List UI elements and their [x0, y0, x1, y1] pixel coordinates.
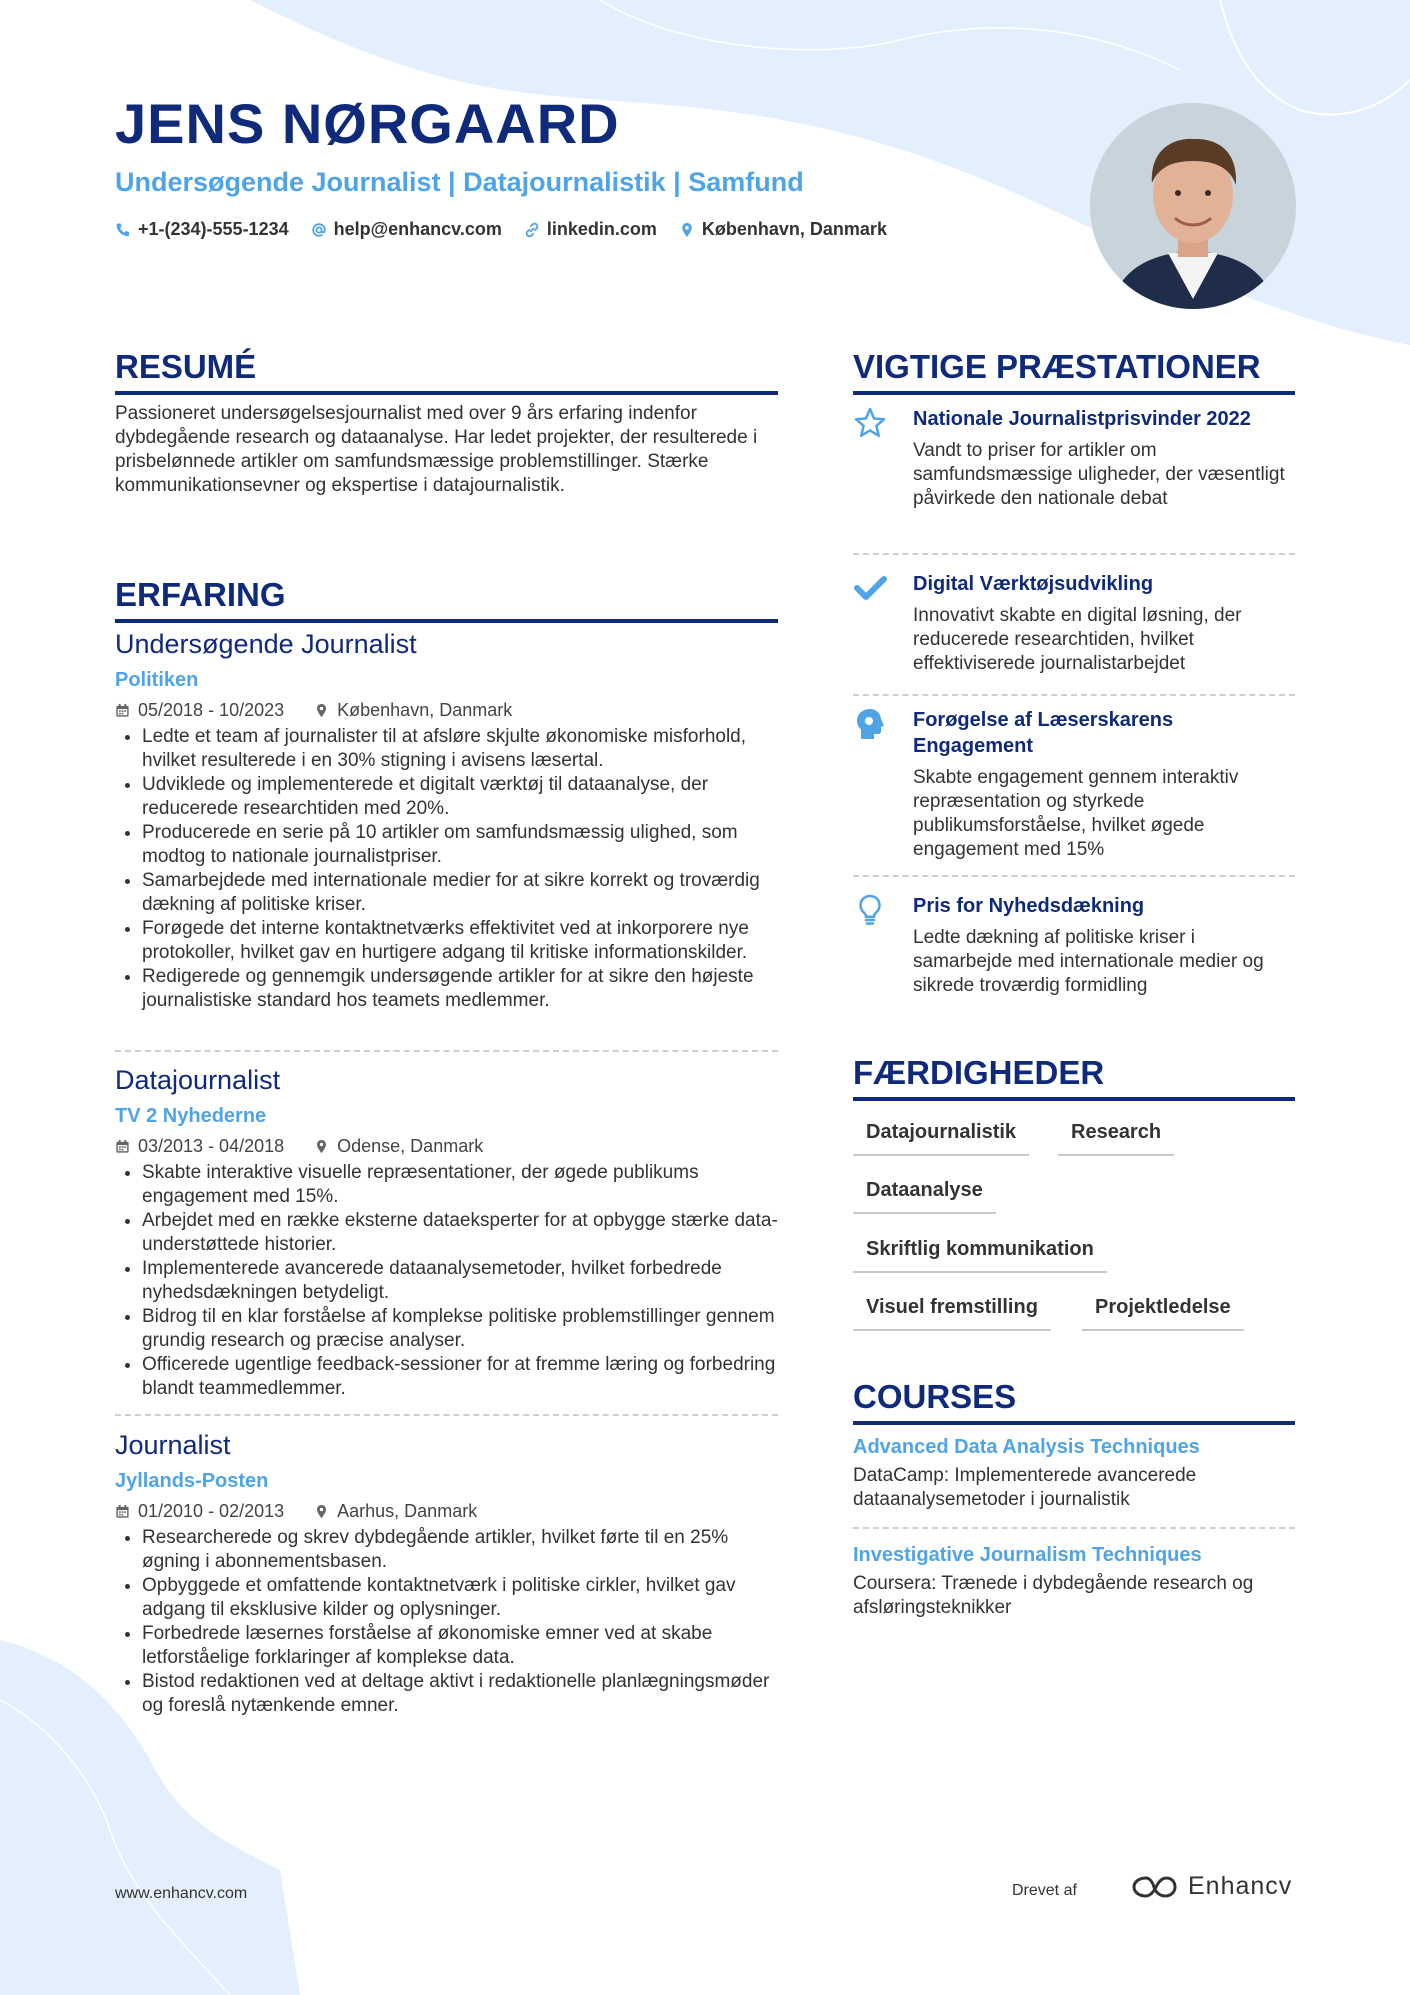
section-title-achievements: VIGTIGE PRÆSTATIONER: [853, 350, 1295, 395]
course-title: Advanced Data Analysis Techniques: [853, 1436, 1200, 1458]
job-title: Undersøgende Journalist: [115, 629, 417, 659]
map-pin-icon: [314, 1504, 329, 1519]
job-dates: [115, 699, 284, 721]
phone-text: +1-(234)-555-1234: [138, 219, 289, 239]
experience-entry: [115, 628, 778, 1013]
bullet-item: • Udviklede og implementerede et digitalt værktøj til dataanalyse, der reducerede researchtiden med 20%.: [142, 773, 778, 821]
job-title: Datajournalist: [115, 1065, 281, 1095]
enhancv-logo-text: Enhancv: [1188, 1872, 1293, 1900]
skill-tag: Research: [1058, 1120, 1174, 1156]
achievement-title: Digital Værktøjsudvikling: [913, 573, 1154, 595]
section-title-courses: COURSES: [853, 1380, 1295, 1425]
entry-divider: [853, 553, 1295, 555]
bullet-item: • Bistod redaktionen ved at deltage aktivt i redaktionelle planlægningsmøder og foreslå nytænkende emner.: [142, 1670, 778, 1718]
section-title-experience: ERFARING: [115, 578, 778, 623]
achievement-title: Nationale Journalistprisvinder 2022: [913, 408, 1251, 430]
calendar-icon: [115, 703, 130, 718]
enhancv-logo-icon: [1130, 1874, 1178, 1900]
bullet-item: • Forøgede det interne kontaktnetværks effektivitet ved at inkorporere nye protokoller, hvilket gav en hurtigere adgang til kritiske informationskilder.: [142, 917, 778, 965]
entry-divider: [853, 1527, 1295, 1529]
section-title-summary: RESUMÉ: [115, 350, 778, 395]
job-location: [314, 1500, 477, 1522]
linkedin-text: linkedin.com: [546, 219, 657, 239]
job-location-text: Aarhus, Danmark: [337, 1501, 478, 1521]
profile-photo: [1090, 103, 1296, 309]
bullet-item: • Ledte et team af journalister til at afsløre skjulte økonomiske misforhold, hvilket resulterede i en 30% stigning i avisens læsertal.: [142, 725, 778, 773]
contact-phone[interactable]: [115, 219, 289, 240]
check-icon: [853, 571, 887, 605]
achievement-item: [853, 571, 1295, 676]
bullet-item: • Producerede en serie på 10 artikler om samfundsmæssig ulighed, som modtog to nationale journalistpriser.: [142, 821, 778, 869]
bullet-item: • Opbyggede et omfattende kontaktnetværk i politiske cirkler, hvilket gav adgang til eksklusive kilder og oplysninger.: [142, 1574, 778, 1622]
job-location: [314, 1135, 483, 1157]
bullet-item: • Skabte interaktive visuelle repræsentationer, der øgede publikums engagement med 15%.: [142, 1161, 778, 1209]
footer-website-link[interactable]: www.enhancv.com: [115, 1885, 248, 1902]
contact-email[interactable]: [311, 219, 502, 240]
bullet-item: • Implementerede avancerede dataanalysemetoder, hvilket forbedrede nyhedsdækningen betydeligt.: [142, 1257, 778, 1305]
experience-entry: [115, 1429, 778, 1718]
company-name: TV 2 Nyhederne: [115, 1105, 267, 1127]
course-item: [853, 1542, 1295, 1620]
job-dates-text: 01/2010 - 02/2013: [138, 1501, 285, 1521]
skill-tag: Datajournalistik: [853, 1120, 1029, 1156]
summary-text: Passioneret undersøgelsesjournalist med over 9 års erfaring indenfor dybdegående research og dataanalyse. Har ledet projekter, der resulterede i prisbelønnede artikler om samfundsmæssige problemstillinger. Stærke kommunikationsevner og ekspertise i datajournalistik.: [115, 403, 758, 496]
job-bullets: [115, 1526, 778, 1718]
job-dates: [115, 1500, 284, 1522]
contact-row: [115, 219, 887, 240]
bullet-item: • Samarbejdede med internationale medier for at sikre korrekt og troværdig dækning af politiske kriser.: [142, 869, 778, 917]
job-dates: [115, 1135, 284, 1157]
achievement-desc: Skabte engagement gennem interaktiv repræsentation og styrkede publikumsforståelse, hvilket øgede engagement med 15%: [913, 767, 1239, 860]
avatar-illustration: [1090, 103, 1296, 309]
bullet-item: • Arbejdet med en række eksterne dataeksperter for at opbygge stærke data-understøttede historier.: [142, 1209, 778, 1257]
map-pin-icon: [314, 1139, 329, 1154]
skill-tag: Projektledelse: [1082, 1295, 1244, 1331]
job-location-text: København, Danmark: [337, 700, 513, 720]
skill-tag: Dataanalyse: [853, 1178, 996, 1214]
achievement-desc: Innovativt skabte en digital løsning, der reducerede researchtiden, hvilket effektiviserede journalistarbejdet: [913, 605, 1242, 674]
candidate-name: JENS NØRGAARD: [115, 92, 620, 155]
job-dates-text: 03/2013 - 04/2018: [138, 1136, 285, 1156]
calendar-icon: [115, 1139, 130, 1154]
at-icon: [311, 222, 327, 238]
job-meta: [115, 699, 778, 721]
company-name: Jyllands-Posten: [115, 1470, 269, 1492]
achievement-item: [853, 893, 1295, 998]
course-item: [853, 1434, 1295, 1512]
job-bullets: [115, 1161, 778, 1401]
course-title: Investigative Journalism Techniques: [853, 1544, 1202, 1566]
entry-divider: [115, 1414, 778, 1416]
contact-location: [679, 219, 887, 240]
candidate-tagline: Undersøgende Journalist | Datajournalistik | Samfund: [115, 167, 804, 197]
link-icon: [524, 222, 540, 238]
calendar-icon: [115, 1504, 130, 1519]
phone-icon: [115, 222, 131, 238]
achievement-item: [853, 707, 1295, 862]
map-pin-icon: [679, 222, 695, 238]
job-dates-text: 05/2018 - 10/2023: [138, 700, 285, 720]
course-desc: Coursera: Trænede i dybdegående research og afsløringsteknikker: [853, 1573, 1254, 1618]
experience-entry: [115, 1064, 778, 1401]
achievement-desc: Vandt to priser for artikler om samfundsmæssige uligheder, der væsentligt påvirkede den nationale debat: [913, 440, 1285, 509]
map-pin-icon: [314, 703, 329, 718]
achievement-item: [853, 406, 1295, 511]
job-location-text: Odense, Danmark: [337, 1136, 484, 1156]
location-text: København, Danmark: [701, 219, 887, 239]
bullet-item: • Forbedrede læsernes forståelse af økonomiske emner ved at skabe letforståelige forklaringer af komplekse data.: [142, 1622, 778, 1670]
bullet-item: • Bidrog til en klar forståelse af komplekse politiske problemstillinger gennem grundig research og præcise analyser.: [142, 1305, 778, 1353]
skill-tag: Skriftlig kommunikation: [853, 1237, 1107, 1273]
job-title: Journalist: [115, 1430, 231, 1460]
skill-tag: Visuel fremstilling: [853, 1295, 1051, 1331]
section-title-skills: FÆRDIGHEDER: [853, 1056, 1295, 1101]
enhancv-logo[interactable]: [1130, 1872, 1292, 1901]
footer-powered-by: Drevet af: [1012, 1882, 1077, 1899]
star-icon: [853, 406, 887, 440]
course-desc: DataCamp: Implementerede avancerede dataanalysemetoder i journalistik: [853, 1465, 1197, 1510]
entry-divider: [853, 875, 1295, 877]
bullet-item: • Researcherede og skrev dybdegående artikler, hvilket førte til en 25% øgning i abonnementsbasen.: [142, 1526, 778, 1574]
entry-divider: [115, 1050, 778, 1052]
achievement-desc: Ledte dækning af politiske kriser i samarbejde med internationale medier og sikrede troværdig formidling: [913, 927, 1264, 996]
job-location: [314, 699, 512, 721]
achievement-title: Forøgelse af Læserskarens Engagement: [913, 709, 1174, 757]
entry-divider: [853, 694, 1295, 696]
job-bullets: [115, 725, 778, 1013]
job-meta: [115, 1135, 778, 1157]
job-meta: [115, 1500, 778, 1522]
bullet-item: • Officerede ugentlige feedback-sessioner for at fremme læring og forbedring blandt teammedlemmer.: [142, 1353, 778, 1401]
head-icon: [853, 707, 887, 741]
achievement-title: Pris for Nyhedsdækning: [913, 895, 1145, 917]
company-name: Politiken: [115, 669, 199, 691]
lightbulb-icon: [853, 893, 887, 927]
contact-linkedin[interactable]: [524, 219, 657, 240]
email-text: help@enhancv.com: [333, 219, 502, 239]
bullet-item: • Redigerede og gennemgik undersøgende artikler for at sikre den højeste journalistiske standard hos teamets medlemmer.: [142, 965, 778, 1013]
